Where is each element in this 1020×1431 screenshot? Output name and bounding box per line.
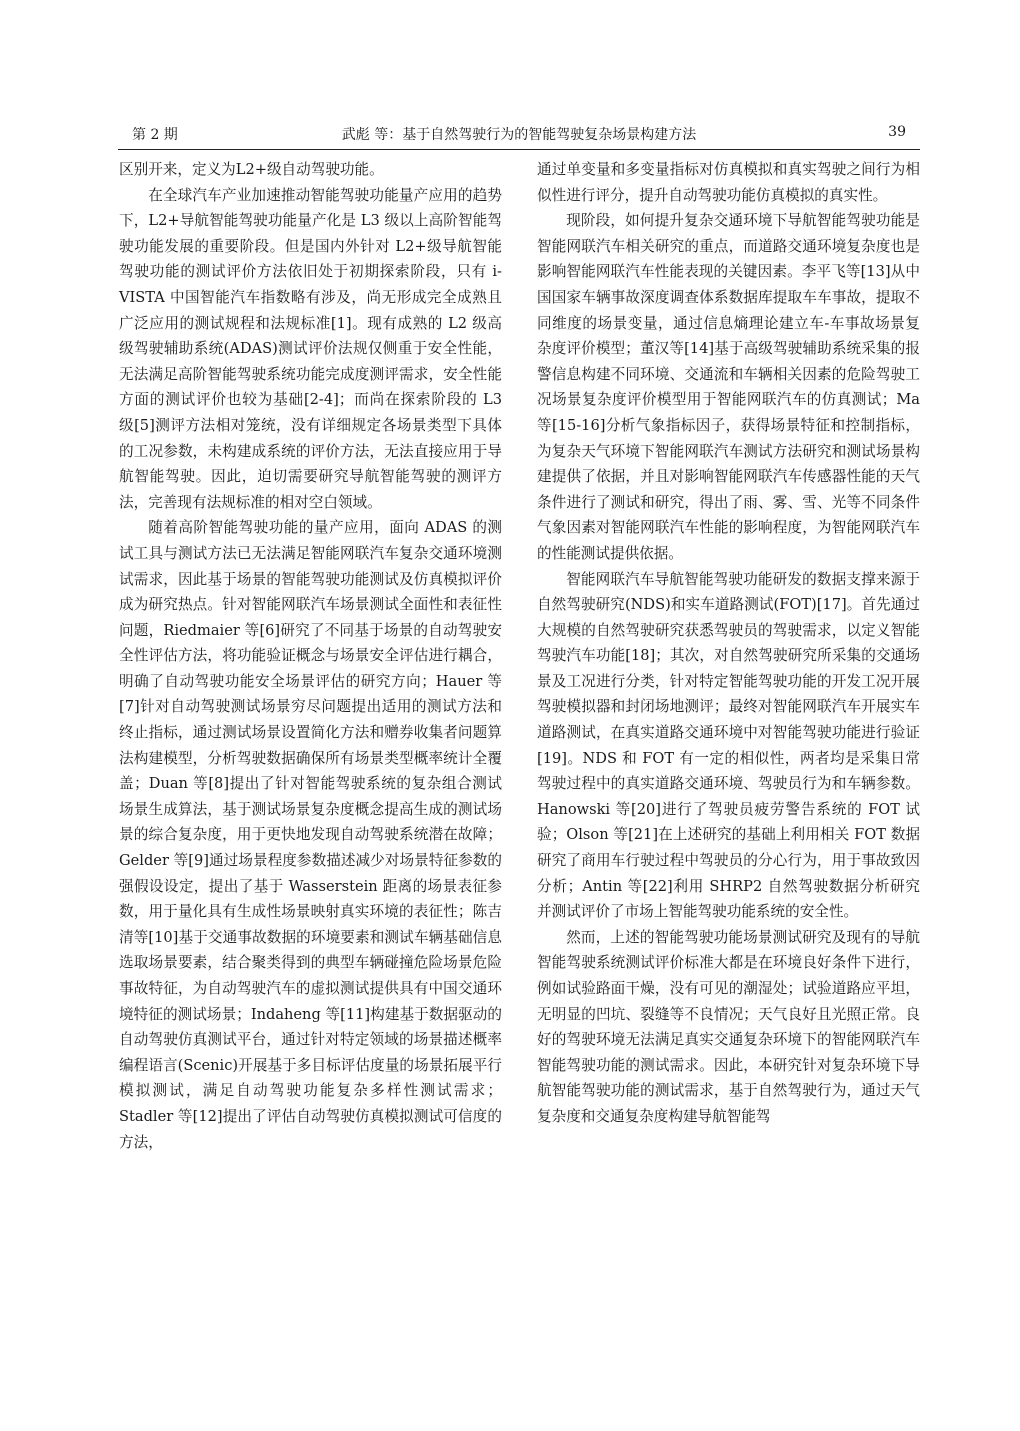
issue-label: 第 2 期 [132, 127, 178, 143]
running-header [118, 120, 920, 148]
page-number: 39 [888, 124, 906, 140]
right-column [537, 157, 920, 1130]
paragraph: 通过单变量和多变量指标对仿真模拟和真实驾驶之间行为相似性进行评分，提升自动驾驶功能仿真模拟的真实性。 [537, 161, 920, 204]
paragraph: 现阶段，如何提升复杂交通环境下导航智能驾驶功能是智能网联汽车相关研究的重点，而道路交通环境复杂度也是影响智能网联汽车性能表现的关键因素。李平飞等[13]从中国国家车辆事故深度调查体系数据库提取车车事故，提取不同维度的场景变量，通过信息熵理论建立车-车事故场景复杂度评价模型；董汉等[14]基于高级驾驶辅助系统采集的报警信息构建不同环境、交通流和车辆相关因素的危险驾驶工况场景复杂度评价模型用于智能网联汽车的仿真测试；Ma 等[15-16]分析气象指标因子，获得场景特征和控制指标，为复杂天气环境下智能网联汽车测试方法研究和测试场景构建提供了依据，并且对影响智能网联汽车传感器性能的天气条件进行了测试和研究，得出了雨、雾、雪、光等不同条件气象因素对智能网联汽车性能的影响程度，为智能网联汽车的性能测试提供依据。 [537, 212, 920, 562]
paragraph: 然而，上述的智能驾驶功能场景测试研究及现有的导航智能驾驶系统测试评价标准大都是在环境良好条件下进行，例如试验路面干燥，没有可见的潮湿处；试验道路应平坦，无明显的凹坑、裂缝等不良情况；天气良好且光照正常。良好的驾驶环境无法满足真实交通复杂环境下的智能网联汽车智能驾驶功能的测试需求。因此，本研究针对复杂环境下导航智能驾驶功能的测试需求，基于自然驾驶行为，通过天气复杂度和交通复杂度构建导航智能驾 [537, 928, 920, 1125]
left-column [119, 157, 502, 1155]
paragraph: 随着高阶智能驾驶功能的量产应用，面向 ADAS 的测试工具与测试方法已无法满足智能网联汽车复杂交通环境测试需求，因此基于场景的智能驾驶功能测试及仿真模拟评价成为研究热点。针对智能网联汽车场景测试全面性和表征性问题，Riedmaier 等[6]研究了不同基于场景的自动驾驶安全性评估方法，将功能验证概念与场景安全评估进行耦合，明确了自动驾驶功能安全场景评估的研究方向；Hauer 等[7]针对自动驾驶测试场景穷尽问题提出适用的测试方法和终止指标，通过测试场景设置简化方法和赠券收集者问题算法构建模型，分析驾驶数据确保所有场景类型概率统计全覆盖；Duan 等[8]提出了针对智能驾驶系统的复杂组合测试场景生成算法，基于测试场景复杂度概念提高生成的测试场景的综合复杂度，用于更快地发现自动驾驶系统潜在故障；Gelder 等[9]通过场景程度参数描述减少对场景特征参数的强假设设定，提出了基于 Wasserstein 距离的场景表征参数，用于量化具有生成性场景映射真实环境的表征性；陈吉清等[10]基于交通事故数据的环境要素和测试车辆基础信息选取场景要素，结合聚类得到的典型车辆碰撞危险场景危险事故特征，为自动驾驶汽车的虚拟测试提供具有中国交通环境特征的测试场景；Indaheng 等[11]构建基于数据驱动的自动驾驶仿真测试平台，通过针对特定领域的场景描述概率编程语言(Scenic)开展基于多目标评估度量的场景拓展平行模拟测试，满足自动驾驶功能复杂多样性测试需求；Stadler 等[12]提出了评估自动驾驶仿真模拟测试可信度的方法， [119, 519, 502, 1151]
paragraph: 在全球汽车产业加速推动智能驾驶功能量产应用的趋势下，L2+导航智能驾驶功能量产化是 L3 级以上高阶智能驾驶功能发展的重要阶段。但是国内外针对 L2+级导航智能驾驶功能的测试评价方法依旧处于初期探索阶段，只有 i-VISTA 中国智能汽车指数略有涉及，尚无形成完全成熟且广泛应用的测试规程和法规标准[1]。现有成熟的 L2 级高级驾驶辅助系统(ADAS)测试评价法规仅侧重于安全性能，无法满足高阶智能驾驶系统功能完成度测评需求，安全性能方面的测试评价也较为基础[2-4]；而尚在探索阶段的 L3 级[5]测评方法相对笼统，没有详细规定各场景类型下具体的工况参数，未构建成系统的评价方法，无法直接应用于导航智能驾驶。因此，迫切需要研究导航智能驾驶的测评方法，完善现有法规标准的相对空白领域。 [119, 186, 502, 511]
running-title: 武彪 等：基于自然驾驶行为的智能驾驶复杂场景构建方法 [341, 127, 697, 143]
header-rule [118, 149, 920, 150]
paragraph: 智能网联汽车导航智能驾驶功能研发的数据支撑来源于自然驾驶研究(NDS)和实车道路测试(FOT)[17]。首先通过大规模的自然驾驶研究获悉驾驶员的驾驶需求，以定义智能驾驶汽车功能[18]；其次，对自然驾驶研究所采集的交通场景及工况进行分类，针对特定智能驾驶功能的开发工况开展驾驶模拟器和封闭场地测评；最终对智能网联汽车开展实车道路测试，在真实道路交通环境中对智能驾驶功能进行验证[19]。NDS 和 FOT 有一定的相似性，两者均是采集日常驾驶过程中的真实道路交通环境、驾驶员行为和车辆参数。Hanowski 等[20]进行了驾驶员疲劳警告系统的 FOT 试验；Olson 等[21]在上述研究的基础上利用相关 FOT 数据研究了商用车行驶过程中驾驶员的分心行为，用于事故致因分析；Antin 等[22]利用 SHRP2 自然驾驶数据分析研究并测试评价了市场上智能驾驶功能系统的安全性。 [537, 570, 920, 921]
paragraph: 区别开来，定义为L2+级自动驾驶功能。 [119, 161, 384, 178]
